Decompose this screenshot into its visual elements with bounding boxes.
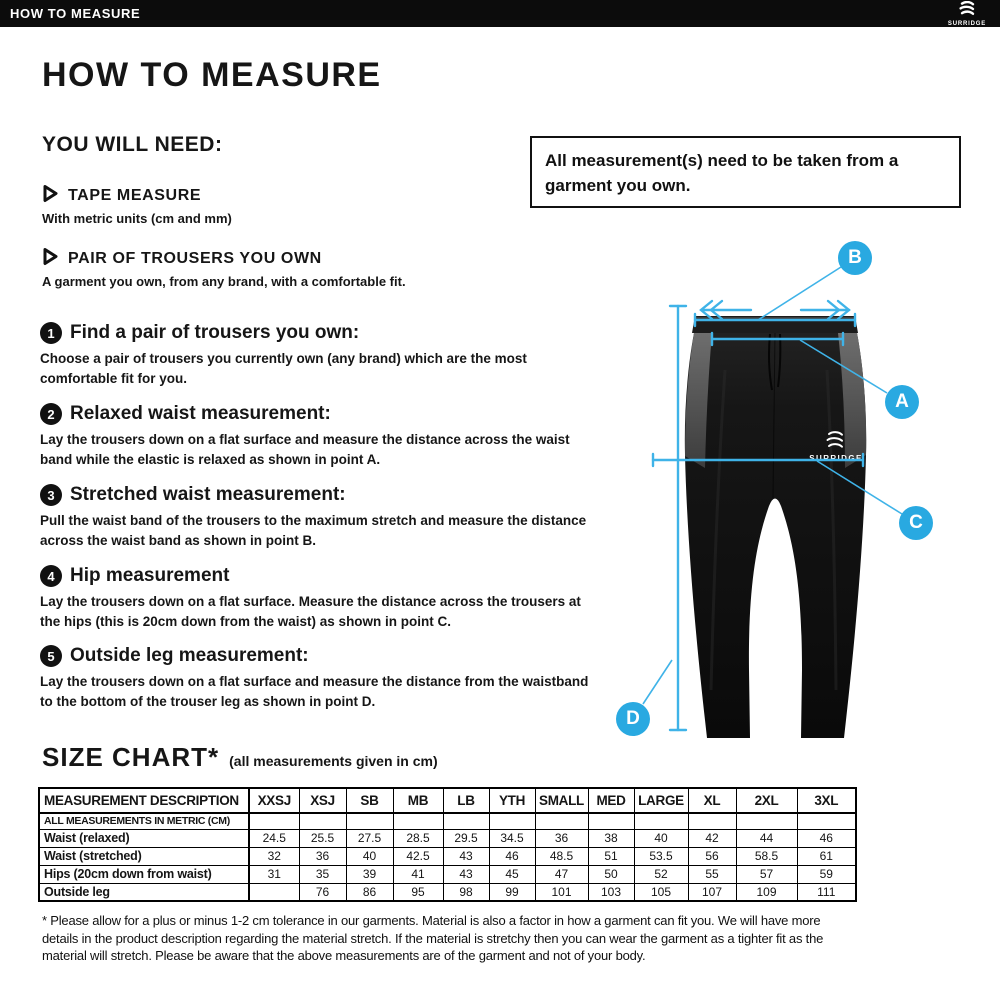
top-bar — [0, 0, 1000, 27]
value-cell: 109 — [736, 883, 797, 901]
size-chart-title: SIZE CHART* — [42, 742, 220, 772]
value-cell: 31 — [249, 865, 299, 883]
column-header: SMALL — [535, 788, 588, 813]
column-header: XSJ — [299, 788, 346, 813]
empty-cell — [797, 813, 856, 829]
value-cell: 99 — [489, 883, 535, 901]
need-item-tape-measure — [42, 184, 232, 226]
step-number-badge: 2 — [40, 403, 62, 425]
size-chart-table — [38, 787, 857, 902]
value-cell: 98 — [443, 883, 489, 901]
value-cell: 56 — [688, 847, 736, 865]
need-item-label: TAPE MEASURE — [68, 187, 202, 204]
value-cell: 27.5 — [346, 829, 393, 847]
step-title: Outside leg measurement: — [70, 645, 309, 666]
row-label: Outside leg — [39, 883, 249, 901]
empty-cell — [346, 813, 393, 829]
value-cell: 35 — [299, 865, 346, 883]
value-cell: 105 — [634, 883, 688, 901]
callout-b: B — [838, 241, 872, 275]
step-3 — [40, 484, 615, 551]
step-description: Lay the trousers down on a flat surface and measure the distance across the waist band while the elastic is relaxed as shown in point A. — [40, 432, 570, 467]
value-cell: 43 — [443, 865, 489, 883]
value-cell: 55 — [688, 865, 736, 883]
metric-note-cell: ALL MEASUREMENTS IN METRIC (CM) — [39, 813, 249, 829]
value-cell: 28.5 — [393, 829, 443, 847]
value-cell: 32 — [249, 847, 299, 865]
column-header: MB — [393, 788, 443, 813]
step-number-badge: 3 — [40, 484, 62, 506]
value-cell: 95 — [393, 883, 443, 901]
value-cell — [249, 883, 299, 901]
value-cell: 46 — [489, 847, 535, 865]
value-cell: 45 — [489, 865, 535, 883]
value-cell: 76 — [299, 883, 346, 901]
empty-cell — [736, 813, 797, 829]
column-header: LARGE — [634, 788, 688, 813]
step-number-badge: 1 — [40, 322, 62, 344]
step-description: Lay the trousers down on a flat surface. Measure the distance across the trousers at the hips (this is 20cm down from the waist) as shown in point C. — [40, 594, 581, 629]
value-cell: 51 — [588, 847, 634, 865]
empty-cell — [443, 813, 489, 829]
empty-cell — [249, 813, 299, 829]
value-cell: 59 — [797, 865, 856, 883]
table-row-waist-relaxed — [39, 829, 856, 847]
empty-cell — [688, 813, 736, 829]
value-cell: 61 — [797, 847, 856, 865]
step-title: Hip measurement — [70, 565, 230, 586]
row-label: Waist (stretched) — [39, 847, 249, 865]
value-cell: 43 — [443, 847, 489, 865]
empty-cell — [588, 813, 634, 829]
value-cell: 40 — [634, 829, 688, 847]
empty-cell — [489, 813, 535, 829]
step-number-badge: 5 — [40, 645, 62, 667]
column-header: SB — [346, 788, 393, 813]
value-cell: 39 — [346, 865, 393, 883]
need-item-description: With metric units (cm and mm) — [42, 211, 232, 226]
measurement-note-box — [530, 136, 961, 208]
value-cell: 57 — [736, 865, 797, 883]
table-header-row — [39, 788, 856, 813]
triangle-bullet-icon — [42, 184, 59, 208]
step-description: Choose a pair of trousers you currently own (any brand) which are the most comfortable fit for you. — [40, 351, 527, 386]
column-header: LB — [443, 788, 489, 813]
empty-cell — [634, 813, 688, 829]
table-row-waist-stretched — [39, 847, 856, 865]
step-description: Pull the waist band of the trousers to the maximum stretch and measure the distance across the waist band as shown in point B. — [40, 513, 587, 548]
empty-cell — [299, 813, 346, 829]
value-cell: 40 — [346, 847, 393, 865]
value-cell: 101 — [535, 883, 588, 901]
value-cell: 103 — [588, 883, 634, 901]
column-header: MED — [588, 788, 634, 813]
value-cell: 36 — [299, 847, 346, 865]
row-label: Hips (20cm down from waist) — [39, 865, 249, 883]
you-will-need-heading: YOU WILL NEED: — [42, 133, 223, 156]
row-label: Waist (relaxed) — [39, 829, 249, 847]
page-title: HOW TO MEASURE — [42, 56, 382, 94]
value-cell: 111 — [797, 883, 856, 901]
trousers-image — [615, 240, 965, 745]
value-cell: 86 — [346, 883, 393, 901]
step-2 — [40, 403, 615, 470]
callout-c: C — [899, 506, 933, 540]
size-chart-heading — [42, 742, 438, 773]
step-title: Relaxed waist measurement: — [70, 403, 331, 424]
step-4 — [40, 565, 615, 632]
measurement-note-text: All measurement(s) need to be taken from a garment you own. — [545, 151, 899, 195]
value-cell: 24.5 — [249, 829, 299, 847]
value-cell: 53.5 — [634, 847, 688, 865]
value-cell: 41 — [393, 865, 443, 883]
triangle-bullet-icon — [42, 247, 59, 271]
value-cell: 107 — [688, 883, 736, 901]
value-cell: 52 — [634, 865, 688, 883]
step-title: Stretched waist measurement: — [70, 484, 346, 505]
step-title: Find a pair of trousers you own: — [70, 322, 360, 343]
value-cell: 42 — [688, 829, 736, 847]
brand-logo-text: SURRIDGE — [947, 20, 986, 27]
callout-d: D — [616, 702, 650, 736]
column-header: YTH — [489, 788, 535, 813]
callout-a: A — [885, 385, 919, 419]
step-5 — [40, 645, 615, 712]
disclaimer-text: * Please allow for a plus or minus 1-2 cm tolerance in our garments. Material is also a factor in how a garment can fit you. We will have more details in the product description regarding the material stretch. If the material is stretchy then you can wear the garment as a tighter fit as the material will stretch. Please be aware that the above measurements are of the garment and not of your body. — [42, 913, 824, 963]
need-item-label: PAIR OF TROUSERS YOU OWN — [68, 250, 322, 267]
value-cell: 58.5 — [736, 847, 797, 865]
need-item-trousers — [42, 247, 406, 289]
step-number-badge: 4 — [40, 565, 62, 587]
column-header: XXSJ — [249, 788, 299, 813]
top-bar-title: HOW TO MEASURE — [10, 6, 141, 21]
step-description: Lay the trousers down on a flat surface and measure the distance from the waistband to the bottom of the trouser leg as shown in point D. — [40, 674, 589, 709]
brand-logo — [948, 1, 990, 27]
step-1 — [40, 322, 615, 389]
column-header: 3XL — [797, 788, 856, 813]
empty-cell — [535, 813, 588, 829]
table-row-outside-leg — [39, 883, 856, 901]
value-cell: 44 — [736, 829, 797, 847]
empty-cell — [393, 813, 443, 829]
value-cell: 34.5 — [489, 829, 535, 847]
size-chart-subtitle: (all measurements given in cm) — [229, 753, 438, 769]
svg-text:SURRIDGE: SURRIDGE — [809, 454, 863, 463]
column-header: MEASUREMENT DESCRIPTION — [39, 788, 249, 813]
column-header: XL — [688, 788, 736, 813]
column-header: 2XL — [736, 788, 797, 813]
value-cell: 47 — [535, 865, 588, 883]
value-cell: 46 — [797, 829, 856, 847]
table-row-metric-note — [39, 813, 856, 829]
trousers-measurement-diagram — [615, 240, 965, 745]
table-row-hips — [39, 865, 856, 883]
value-cell: 42.5 — [393, 847, 443, 865]
need-item-description: A garment you own, from any brand, with a comfortable fit. — [42, 274, 406, 289]
value-cell: 38 — [588, 829, 634, 847]
value-cell: 25.5 — [299, 829, 346, 847]
value-cell: 29.5 — [443, 829, 489, 847]
value-cell: 48.5 — [535, 847, 588, 865]
value-cell: 50 — [588, 865, 634, 883]
value-cell: 36 — [535, 829, 588, 847]
surridge-s-icon — [956, 1, 978, 20]
